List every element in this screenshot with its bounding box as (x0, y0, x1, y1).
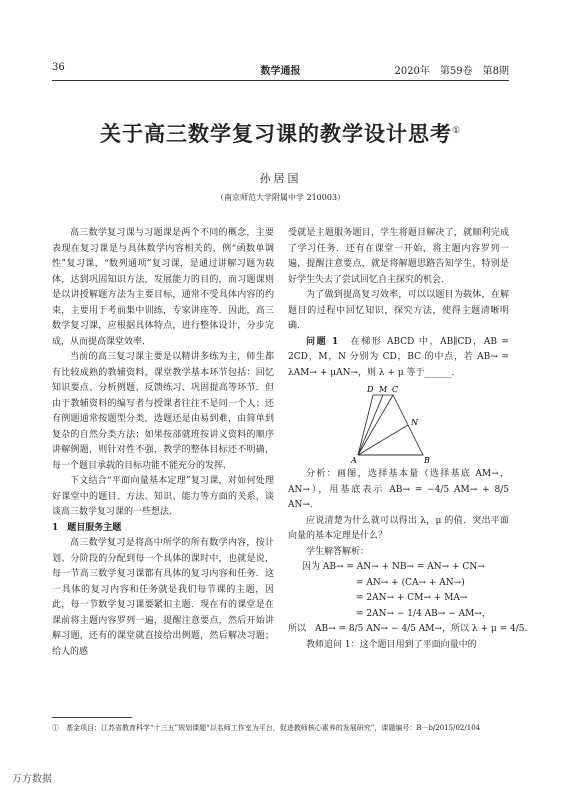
paragraph: 为了做到提高复习效率，可以以题目为载体，在解题目的过程中回忆知识，探究方法，使得主题清晰明确． (288, 290, 509, 331)
trapezoid-figure (348, 383, 448, 465)
label-A: A (351, 456, 357, 465)
equation-line: = 2AN→ + CM→ + MA→ (356, 593, 468, 603)
footnote-rule (52, 717, 132, 718)
label-N: N (411, 418, 418, 427)
equation-line: 所以 AB→ = 8/5 AN→ − 4/5 AM→，所以 λ + μ = 4/5． (288, 624, 534, 634)
left-column (52, 226, 274, 660)
affiliation: （南京师范大学附属中学 210003） (215, 193, 346, 202)
header-rule (52, 80, 509, 81)
footnote: ① 基金项目：江苏省教育科学“十三五”规划课题“以名师工作室为平台，促进教师核心素养的发展研究”，课题编号：B－b/2015/02/104 (52, 724, 481, 732)
paragraph: 下文结合“平面向量基本定理”复习课，对如何处理好课堂中的题目、方法、知识、能力等方面的关系，谈谈高三数学复习课的一些想法． (52, 476, 274, 517)
paragraph: 当前的高三复习课主要是以精讲多练为主，师生都有比较成熟的教辅资料，课堂教学基本环节包括：回忆知识要点、分析例题、反馈练习、巩固提高等环节．但由于教辅资料的编写者与授课者往往不是同一个人；还有例题通常按题型分类，选题还是由易到难，由简单到复杂的自然分类方法；如果按部就班按讲义资料的顺序讲解例题，则针对性不强，教学的整体目标还不明确，每一个题目承载的目标功能不能充分的发挥． (52, 352, 274, 471)
student-intro: 学生解答解析： (306, 546, 370, 557)
section-heading: 1 题目服务主题 (52, 522, 122, 533)
right-column (288, 226, 534, 653)
problem-text: 在梯形 ABCD 中，AB∥CD，AB = 2CD，M，N 分别为 CD，BC 的中点，若 AB→ = λAM→ + μAN→，则 λ + μ 等于______． (288, 336, 509, 378)
question: 应说清楚为什么就可以得出 λ，μ 的值．突出平面向量的基本定理是什么？ (288, 515, 509, 541)
equation-line: = 2AN→ − 1/4 AB→ − AM→， (356, 608, 491, 619)
paragraph: 高三数学复习课与习题课是两个不同的概念，主要表现在复习课是与具体数学内容相关的，例“函数单调性”复习课，“数列通项”复习课，是通过讲解习题为载体，达到巩固知识方法，发展能力的目的，而习题课则是以讲授解题方法为主要目标，通常不受具体内容的约束，主要用于考前集中训练，专家讲座等．因此，高三数学复习课，应根据具体特点，进行整体设计，分步完成，从而提高课堂效率． (52, 228, 274, 347)
paragraph: 高三数学复习是将高中所学的所有数学内容，按计划、分阶段的分配到每一个具体的课时中，也就是说，每一节高三数学复习课都有具体的复习内容和任务．这一具体的复习内容和任务就是我们每节课的主题，因此，每一节数学复习课要紧扣主题．现在有的课堂是在课前将主题内容罗列一遍，提醒注意要点，然后开始讲解习题，还有的课堂就直接给出例题，然后解决习题；给人的感 (52, 538, 274, 657)
problem-1 (288, 335, 509, 382)
journal-name: 数学通报 (260, 66, 301, 77)
analysis: 分析：画图，选择基本量（选择基底 AM→，AN→），用基底表示 AB→ = −4/5 AM→ + 8/5 AN→． (288, 469, 509, 510)
equation-line: = AN→ + (CA→ + AN→) (356, 577, 465, 588)
issue-info: 2020年 第59卷 第8期 (394, 66, 509, 77)
label-B: B (424, 456, 430, 465)
author: 孙居国 (259, 172, 302, 185)
equation-line: 因为 AB→ = AN→ + NB→ = AN→ + CN→ (302, 562, 485, 572)
paragraph: 受就是主题服务题目，学生将题目解决了，就顺利完成了学习任务．还有在课堂一开始，将主题内容罗列一遍，提醒注意要点，就是将解题思路告知学生，特别是好学生失去了尝试回忆自主探究的机会． (288, 228, 509, 285)
article-title: 关于高三数学复习课的教学设计思考① (99, 121, 462, 146)
page-number: 36 (52, 62, 65, 73)
label-M: M (379, 385, 388, 394)
page-header (52, 62, 509, 76)
problem-label: 问题 1 (306, 336, 339, 347)
label-D: D (367, 385, 374, 394)
title-footnote-mark: ① (451, 126, 462, 136)
label-C: C (392, 385, 399, 394)
watermark: 万方数据 (12, 774, 52, 785)
paragraph: 教师追问 1：这个题目用到了平面向量中的 (306, 639, 477, 650)
